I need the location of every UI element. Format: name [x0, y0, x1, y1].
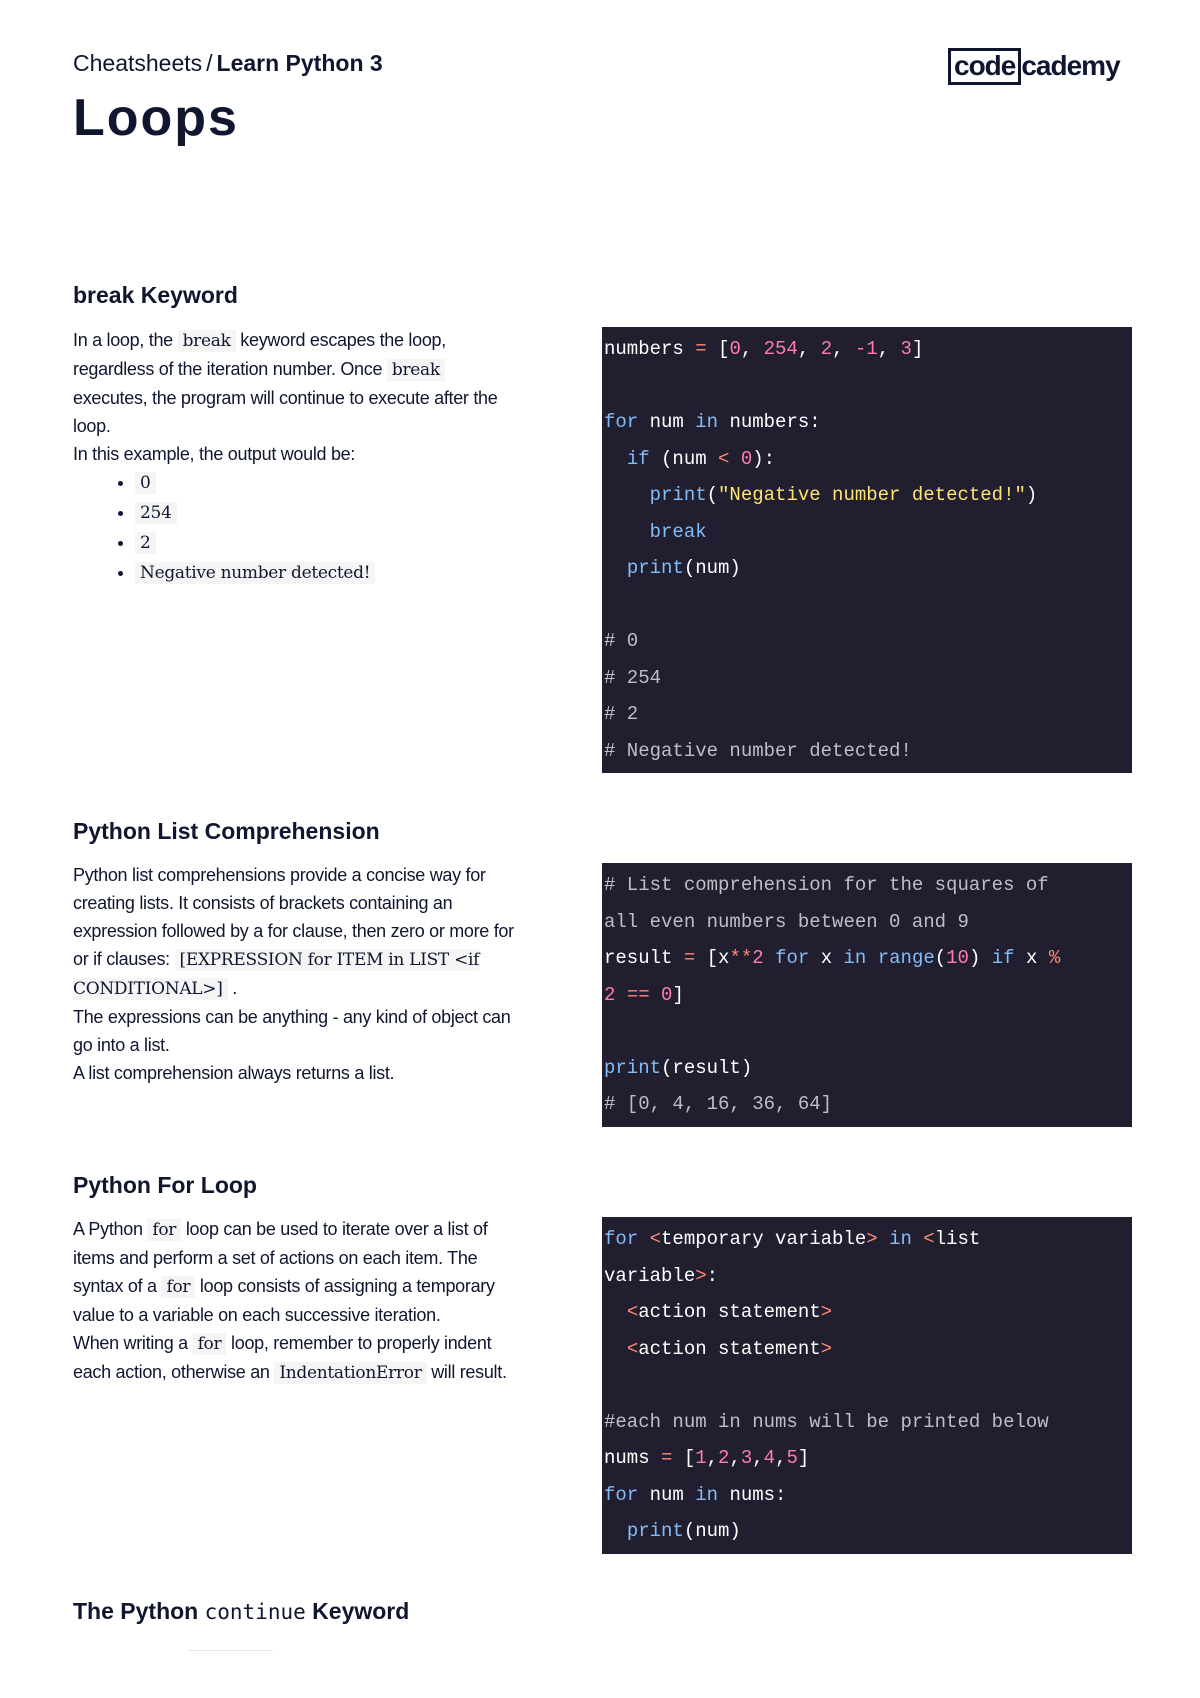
- code-line: [604, 1294, 1130, 1331]
- code-token: =: [683, 947, 696, 969]
- code-token: for: [604, 1228, 639, 1250]
- code-token: 2: [752, 947, 764, 969]
- text: When writing a: [73, 1333, 193, 1353]
- breadcrumb-separator: /: [206, 50, 213, 76]
- code-token: [878, 1228, 889, 1250]
- title-code: continue: [204, 1600, 306, 1624]
- code-token: (num): [683, 557, 741, 579]
- code-token: nums: [604, 1447, 662, 1469]
- inline-code: 0: [135, 472, 156, 494]
- code-token: >: [820, 1301, 833, 1323]
- code-token: all even numbers between 0 and 9: [604, 910, 969, 933]
- code-line: [604, 1086, 1130, 1123]
- code-token: <: [626, 1337, 639, 1360]
- code-token: numbers: [604, 338, 696, 360]
- code-token: 5: [786, 1447, 798, 1469]
- text: Python list comprehensions provide a concise way for creating lists. It consists of brackets containing an expression followed by a for clause, then zero or more for or if clauses:: [73, 865, 514, 969]
- code-token: x: [1014, 947, 1049, 969]
- code-block[interactable]: [602, 863, 1132, 1127]
- code-token: in: [695, 411, 719, 433]
- text: The Python: [73, 1598, 205, 1624]
- code-token: num: [638, 1483, 696, 1506]
- code-line: [604, 696, 1130, 733]
- code-token: <: [626, 1301, 639, 1323]
- code-line: [604, 1477, 1130, 1514]
- code-token: >: [695, 1264, 707, 1287]
- code-line: [604, 331, 1130, 368]
- inline-code: break: [178, 330, 236, 352]
- code-token: ,: [740, 338, 764, 360]
- code-token: print: [604, 1056, 662, 1079]
- inline-code: for: [161, 1276, 195, 1298]
- code-token: ,: [797, 338, 821, 360]
- divider: [188, 1650, 273, 1651]
- code-token: 3: [900, 338, 912, 360]
- code-line: [604, 977, 1130, 1014]
- code-token: x: [809, 947, 844, 969]
- section-description: [73, 1215, 523, 1387]
- code-line: [604, 441, 1130, 478]
- code-token: 10: [946, 947, 969, 969]
- code-token: [: [706, 338, 730, 360]
- code-token: [604, 1338, 627, 1360]
- page-title: Loops: [73, 89, 239, 147]
- code-token: print: [626, 557, 684, 579]
- list-item: [135, 528, 523, 558]
- code-token: [604, 1301, 627, 1323]
- code-line: [604, 514, 1130, 551]
- logo-rest-text: cademy: [1021, 50, 1120, 81]
- code-line: [604, 1331, 1130, 1368]
- code-token: print: [626, 1520, 684, 1542]
- section-title: Python For Loop: [73, 1172, 257, 1198]
- paragraph: A list comprehension always returns a list.: [73, 1063, 395, 1083]
- code-token: 254: [763, 338, 798, 360]
- code-token: =: [661, 1447, 673, 1469]
- code-token: 0: [740, 447, 753, 470]
- code-token: >: [866, 1228, 878, 1250]
- text: .: [227, 978, 237, 998]
- inline-code: Negative number detected!: [135, 562, 375, 584]
- code-token: 2: [820, 338, 833, 360]
- code-token: variable: [604, 1264, 696, 1287]
- code-token: 2: [718, 1447, 730, 1469]
- text: loop consists of assigning a temporary value to a variable on each successive iteration.: [73, 1276, 495, 1325]
- code-token: # 0: [604, 630, 639, 652]
- code-token: # 254: [604, 666, 662, 689]
- text: executes, the program will continue to execute after the loop.: [73, 388, 498, 436]
- code-token: [604, 1520, 627, 1542]
- code-token: # 2: [604, 703, 639, 725]
- code-line: [604, 1050, 1130, 1087]
- text: loop can be used to iterate over a list of items and perform a set of actions on each item. The syntax of a: [73, 1219, 488, 1296]
- code-token: (result): [661, 1056, 753, 1079]
- code-line: [604, 1013, 1130, 1050]
- code-token: [604, 557, 627, 579]
- code-token: ,: [832, 338, 855, 360]
- code-token: for: [604, 1483, 639, 1506]
- code-token: (: [706, 484, 719, 506]
- code-block[interactable]: [602, 327, 1132, 773]
- section-title: Python List Comprehension: [73, 818, 380, 844]
- code-token: ): [1025, 484, 1038, 506]
- code-token: [764, 947, 775, 969]
- code-token: ]: [672, 983, 684, 1006]
- section-title: [73, 1598, 409, 1625]
- code-token: ,: [729, 1447, 741, 1469]
- code-token: print: [649, 484, 707, 506]
- inline-code: 254: [135, 502, 177, 524]
- list-item: [135, 558, 523, 588]
- code-token: [: [672, 1447, 696, 1469]
- text: will result.: [426, 1362, 507, 1382]
- code-line: [604, 1513, 1130, 1550]
- code-line: [604, 1258, 1130, 1295]
- code-token: <: [649, 1228, 662, 1250]
- text: Keyword: [305, 1598, 410, 1624]
- code-token: for: [775, 947, 810, 969]
- code-token: **: [729, 947, 753, 969]
- inline-code: [EXPRESSION for ITEM in LIST <if CONDITIONAL>]: [73, 950, 480, 999]
- text: loop, remember to properly indent each action, otherwise an: [73, 1333, 492, 1382]
- code-token: ,: [877, 338, 901, 360]
- code-token: in: [695, 1483, 719, 1506]
- code-token: if: [991, 947, 1015, 969]
- code-line: [604, 904, 1130, 941]
- code-token: 2: [604, 983, 616, 1006]
- code-token: list: [934, 1228, 981, 1250]
- code-line: [604, 550, 1130, 587]
- code-token: <: [923, 1228, 935, 1250]
- code-token: # [0, 4, 16, 36, 64]: [604, 1093, 833, 1115]
- code-line: [604, 477, 1130, 514]
- text: In a loop, the: [73, 330, 178, 350]
- section-description: [73, 326, 523, 588]
- code-line: [604, 867, 1130, 904]
- paragraph: The expressions can be anything - any kind of object can go into a list.: [73, 1007, 511, 1055]
- code-token: num: [638, 411, 696, 433]
- code-token: >: [820, 1337, 833, 1360]
- code-token: 4: [763, 1447, 776, 1469]
- code-token: [615, 984, 626, 1006]
- code-token: [604, 521, 650, 543]
- code-line: [604, 733, 1130, 770]
- code-token: ):: [752, 447, 776, 470]
- code-token: =: [695, 338, 707, 360]
- code-token: 3: [740, 1447, 753, 1469]
- code-token: ,: [752, 1447, 764, 1469]
- code-token: action statement: [638, 1337, 821, 1360]
- code-line: [604, 1440, 1130, 1477]
- code-token: [604, 484, 650, 506]
- text: keyword escapes the loop, regardless of the iteration number. Once: [73, 330, 446, 379]
- section-description: [73, 861, 523, 1087]
- breadcrumb-current[interactable]: Learn Python 3: [216, 50, 383, 76]
- code-line: [604, 623, 1130, 660]
- code-token: # Negative number detected!: [604, 739, 912, 762]
- code-token: [604, 448, 627, 470]
- code-token: "Negative number detected!": [718, 484, 1026, 506]
- code-token: ,: [706, 1447, 719, 1469]
- inline-code: 2: [135, 532, 156, 554]
- code-token: range: [877, 947, 935, 969]
- code-line: [604, 1404, 1130, 1441]
- list-item: [135, 468, 523, 498]
- code-token: action statement: [638, 1301, 821, 1323]
- code-line: [604, 368, 1130, 405]
- code-token: -1: [854, 338, 878, 360]
- code-line: [604, 404, 1130, 441]
- inline-code: for: [147, 1219, 181, 1241]
- code-token: (num): [683, 1520, 741, 1542]
- paragraph: [73, 861, 523, 1003]
- code-token: (: [934, 947, 947, 969]
- inline-code: break: [387, 359, 445, 381]
- code-token: if: [626, 447, 650, 470]
- section-title: break Keyword: [73, 282, 238, 308]
- code-token: [x: [695, 947, 730, 969]
- code-token: [912, 1228, 923, 1250]
- text: A Python: [73, 1219, 148, 1239]
- code-line: [604, 1367, 1130, 1404]
- code-line: [604, 660, 1130, 697]
- code-token: break: [649, 520, 707, 543]
- code-token: (num: [649, 447, 719, 470]
- code-token: ): [968, 947, 992, 969]
- code-token: for: [604, 411, 639, 433]
- list-item: [135, 498, 523, 528]
- code-token: [729, 448, 740, 470]
- code-token: in: [843, 947, 867, 969]
- logo-boxed-text: code: [948, 48, 1021, 85]
- code-token: 1: [695, 1447, 707, 1469]
- code-token: 0: [729, 338, 741, 360]
- inline-code: for: [193, 1333, 227, 1355]
- code-token: [866, 947, 877, 969]
- code-token: [638, 1228, 649, 1250]
- code-line: [604, 940, 1130, 977]
- paragraph: In this example, the output would be:: [73, 444, 356, 464]
- code-token: %: [1048, 947, 1061, 969]
- code-token: result: [604, 947, 684, 969]
- code-block[interactable]: [602, 1217, 1132, 1554]
- paragraph: [73, 1329, 523, 1387]
- code-token: 0: [661, 983, 673, 1006]
- code-token: ==: [626, 983, 650, 1006]
- paragraph: [73, 1215, 523, 1329]
- code-token: temporary variable: [661, 1228, 867, 1250]
- paragraph: [73, 326, 523, 440]
- codecademy-logo[interactable]: [948, 48, 1120, 85]
- output-list: [73, 468, 523, 588]
- code-token: nums:: [718, 1483, 787, 1506]
- code-token: numbers:: [718, 411, 821, 433]
- code-line: [604, 1221, 1130, 1258]
- breadcrumb: [73, 50, 383, 77]
- code-token: :: [706, 1264, 719, 1287]
- code-token: [650, 984, 661, 1006]
- code-token: ]: [911, 338, 924, 360]
- code-token: ,: [775, 1447, 787, 1469]
- inline-code: IndentationError: [274, 1362, 426, 1384]
- code-line: [604, 587, 1130, 624]
- code-token: <: [718, 447, 730, 470]
- code-token: # List comprehension for the squares of: [604, 874, 1049, 896]
- code-token: ]: [797, 1447, 810, 1469]
- breadcrumb-root[interactable]: Cheatsheets: [73, 50, 203, 76]
- code-token: in: [889, 1228, 912, 1250]
- code-token: #each num in nums will be printed below: [604, 1410, 1049, 1433]
